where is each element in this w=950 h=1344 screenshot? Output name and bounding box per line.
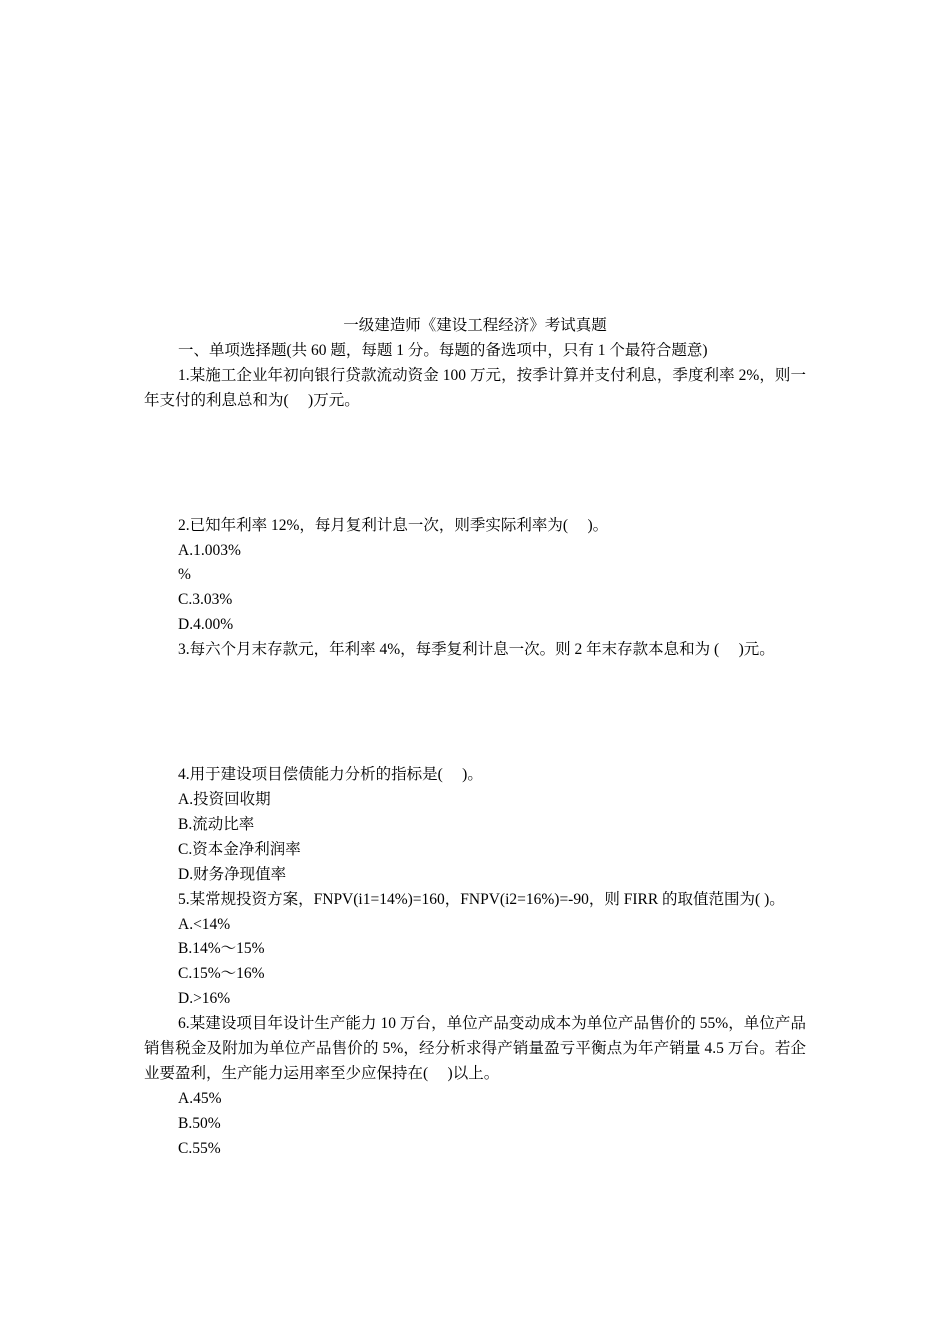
question-5-option-b: B.14%～15% xyxy=(178,940,265,958)
question-6-option-a: A.45% xyxy=(178,1089,222,1107)
question-1-stem: 1.某施工企业年初向银行贷款流动资金 100 万元，按季计算并支付利息，季度利率 2%，则一年支付的利息总和为( )万元。 xyxy=(144,366,806,409)
answer-space xyxy=(144,663,806,763)
question-5-stem: 5.某常规投资方案，FNPV(i1=14%)=160，FNPV(i2=16%)=-90，则 FIRR 的取值范围为( )。 xyxy=(178,890,785,908)
answer-space xyxy=(144,414,806,514)
question-6-option-b: B.50% xyxy=(178,1114,221,1132)
question-6-option-c: C.55% xyxy=(178,1139,221,1157)
question-5-option-c: C.15%～16% xyxy=(178,965,265,983)
question-4-option-b: B.流动比率 xyxy=(178,815,255,833)
document-title: 一级建造师《建设工程经济》考试真题 xyxy=(343,317,607,334)
question-2-option-d: D.4.00% xyxy=(178,616,234,634)
question-5-option-d: D.>16% xyxy=(178,990,231,1008)
document-body xyxy=(144,314,806,1162)
question-2-option-a: A.1.003% xyxy=(178,541,241,559)
question-6-stem: 6.某建设项目年设计生产能力 10 万台，单位产品变动成本为单位产品售价的 55%，单位产品销售税金及附加为单位产品售价的 5%，经分析求得产销量盈亏平衡点为年产销量 4.5 万台。若企业要盈利，生产能力运用率至少应保持在( )以上。 xyxy=(144,1015,806,1082)
section-heading: 一、单项选择题(共 60 题，每题 1 分。每题的备选项中，只有 1 个最符合题意) xyxy=(178,341,708,359)
question-3-stem: 3.每六个月末存款元，年利率 4%，每季复利计息一次。则 2 年末存款本息和为 ( )元。 xyxy=(178,641,775,659)
question-5-option-a: A.<14% xyxy=(178,915,231,933)
question-4-stem: 4.用于建设项目偿债能力分析的指标是( )。 xyxy=(178,766,483,784)
question-4-option-a: A.投资回收期 xyxy=(178,790,271,808)
question-4-option-c: C.资本金净利润率 xyxy=(178,840,301,858)
question-2-option-b: % xyxy=(178,566,191,584)
question-2-option-c: C.3.03% xyxy=(178,591,233,609)
question-2-stem: 2.已知年利率 12%，每月复利计息一次，则季实际利率为( )。 xyxy=(178,516,609,534)
question-4-option-d: D.财务净现值率 xyxy=(178,865,287,883)
